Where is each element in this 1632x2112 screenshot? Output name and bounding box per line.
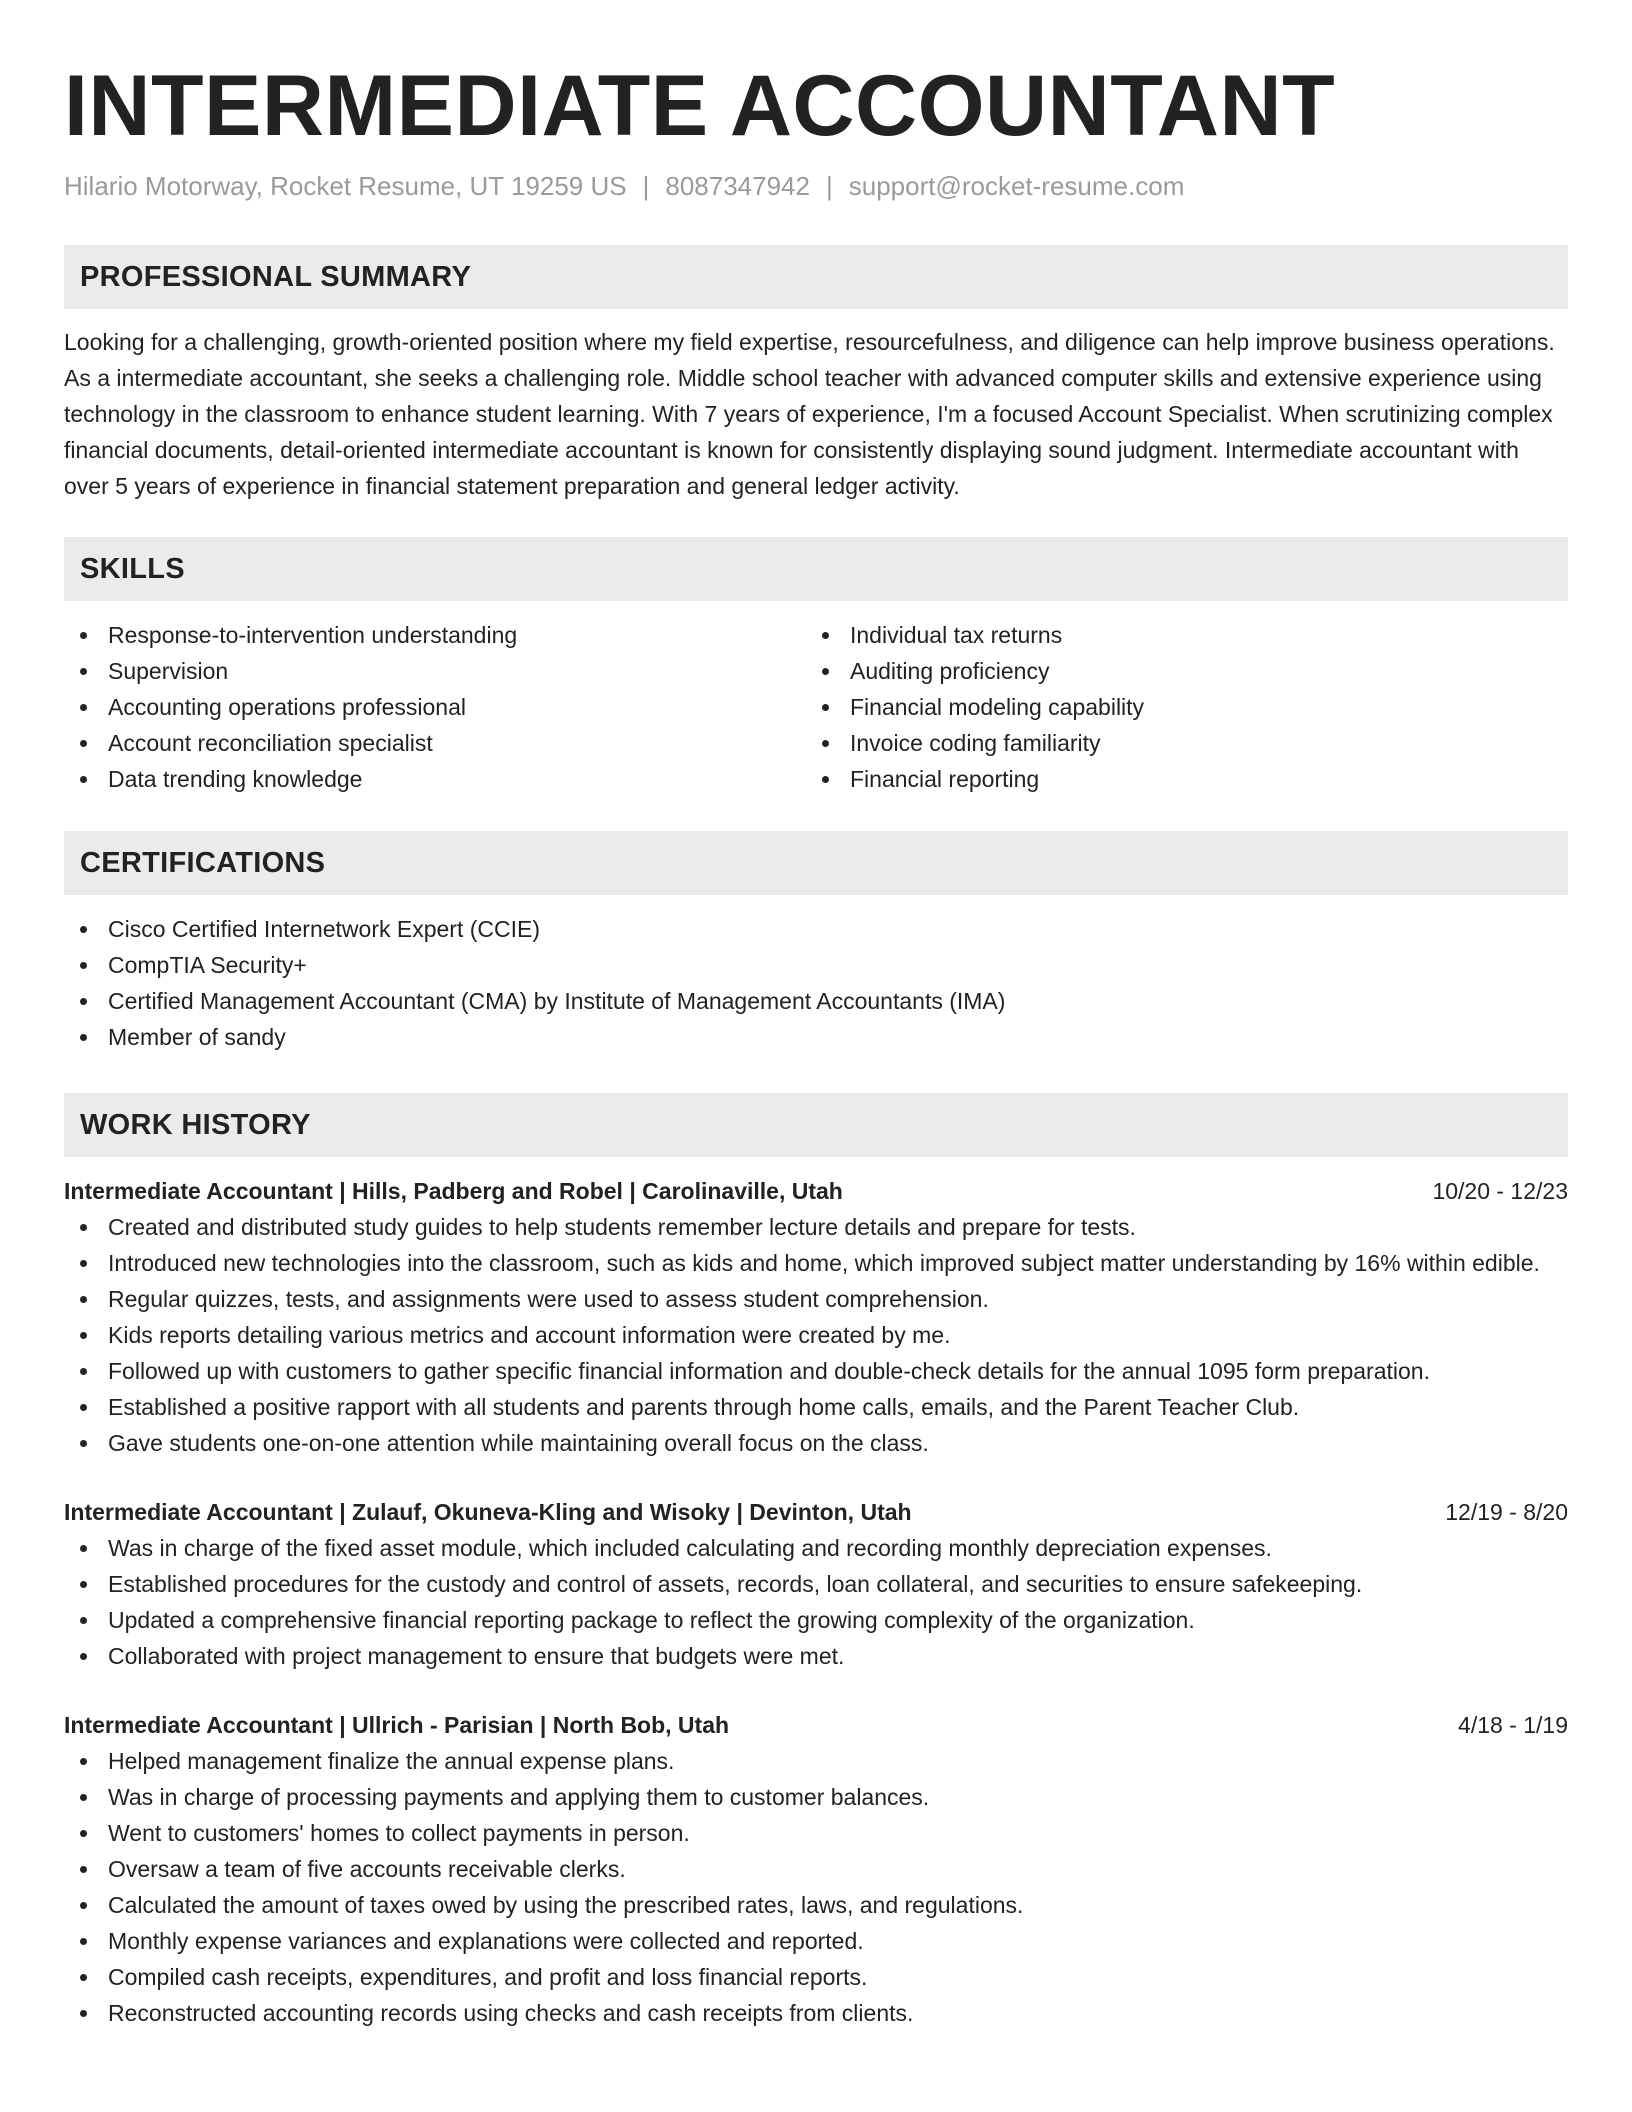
job-duty: Was in charge of the fixed asset module, which included calculating and recording monthly depreciation expenses. [64,1530,1568,1566]
work-history-heading: WORK HISTORY [64,1093,1568,1157]
job-duties-list [64,1209,1568,1461]
job-dates: 12/19 - 8/20 [1445,1499,1568,1525]
job-dates: 10/20 - 12/23 [1432,1178,1568,1204]
skill-item: Data trending knowledge [64,761,806,797]
job-duty: Updated a comprehensive financial reporting package to reflect the growing complexity of the organization. [64,1602,1568,1638]
skill-item: Financial modeling capability [806,689,1548,725]
resume-page [64,0,1568,2031]
job-duty: Helped management finalize the annual expense plans. [64,1743,1568,1779]
job-title: Intermediate Accountant | Ullrich - Parisian | North Bob, Utah [64,1712,730,1738]
contact-line [64,168,1568,204]
contact-separator: | [825,171,833,201]
candidate-name: INTERMEDIATE ACCOUNTANT [64,58,1336,154]
summary-text: Looking for a challenging, growth-oriented position where my field expertise, resourcefulness, and diligence can help improve business operations. As a intermediate accountant, she seeks a challenging role. Middle school teacher with advanced computer skills and extensive experience using technology in the classroom to enhance student learning. With 7 years of experience, I'm a focused Account Specialist. When scrutinizing complex financial documents, detail-oriented intermediate accountant is known for consistently displaying sound judgment. Intermediate accountant with over 5 years of experience in financial statement preparation and general ledger activity. [64,329,1555,499]
job-duty: Reconstructed accounting records using checks and cash receipts from clients. [64,1995,1568,2031]
job-duty: Regular quizzes, tests, and assignments were used to assess student comprehension. [64,1281,1568,1317]
job-dates: 4/18 - 1/19 [1458,1712,1568,1738]
certification-item: Member of sandy [64,1019,1568,1055]
job-duties-list [64,1743,1568,2031]
job-title: Intermediate Accountant | Zulauf, Okuneva-Kling and Wisoky | Devinton, Utah [64,1499,912,1525]
certifications-heading: CERTIFICATIONS [64,831,1568,895]
job-header [64,1494,1568,1530]
job-title: Intermediate Accountant | Hills, Padberg and Robel | Carolinaville, Utah [64,1178,843,1204]
skill-item: Response-to-intervention understanding [64,617,806,653]
job-duty: Oversaw a team of five accounts receivable clerks. [64,1851,1568,1887]
job-duty: Was in charge of processing payments and applying them to customer balances. [64,1779,1568,1815]
skills-list [64,617,1568,797]
skills-column-left [64,617,806,797]
job-duties-list [64,1530,1568,1674]
skill-item: Auditing proficiency [806,653,1548,689]
job-duty: Calculated the amount of taxes owed by using the prescribed rates, laws, and regulations. [64,1887,1568,1923]
skill-item: Supervision [64,653,806,689]
job-duty: Kids reports detailing various metrics and account information were created by me. [64,1317,1568,1353]
contact-address: Hilario Motorway, Rocket Resume, UT 19259 US [64,171,627,201]
certification-item: Cisco Certified Internetwork Expert (CCIE) [64,911,1568,947]
job-header [64,1707,1568,1743]
job-duty: Monthly expense variances and explanations were collected and reported. [64,1923,1568,1959]
job-duty: Compiled cash receipts, expenditures, and profit and loss financial reports. [64,1959,1568,1995]
job-header [64,1173,1568,1209]
job-duty: Went to customers' homes to collect payments in person. [64,1815,1568,1851]
skills-column-right [806,617,1548,797]
job-duty: Followed up with customers to gather specific financial information and double-check details for the annual 1095 form preparation. [64,1353,1568,1389]
contact-phone: 8087347942 [665,171,810,201]
skill-item: Invoice coding familiarity [806,725,1548,761]
skill-item: Financial reporting [806,761,1548,797]
job-duty: Established a positive rapport with all students and parents through home calls, emails, and the Parent Teacher Club. [64,1389,1568,1425]
skills-heading: SKILLS [64,537,1568,601]
job-duty: Created and distributed study guides to help students remember lecture details and prepare for tests. [64,1209,1568,1245]
job-duty: Established procedures for the custody and control of assets, records, loan collateral, and securities to ensure safekeeping. [64,1566,1568,1602]
skill-item: Account reconciliation specialist [64,725,806,761]
job-duty: Introduced new technologies into the classroom, such as kids and home, which improved subject matter understanding by 16% within edible. [64,1245,1568,1281]
job-duty: Collaborated with project management to ensure that budgets were met. [64,1638,1568,1674]
contact-email: support@rocket-resume.com [848,171,1185,201]
contact-separator: | [642,171,650,201]
certification-item: Certified Management Accountant (CMA) by Institute of Management Accountants (IMA) [64,983,1568,1019]
job-duty: Gave students one-on-one attention while maintaining overall focus on the class. [64,1425,1568,1461]
certifications-list [64,911,1568,1055]
skill-item: Accounting operations professional [64,689,806,725]
certification-item: CompTIA Security+ [64,947,1568,983]
summary-heading: PROFESSIONAL SUMMARY [64,245,1568,309]
skill-item: Individual tax returns [806,617,1548,653]
